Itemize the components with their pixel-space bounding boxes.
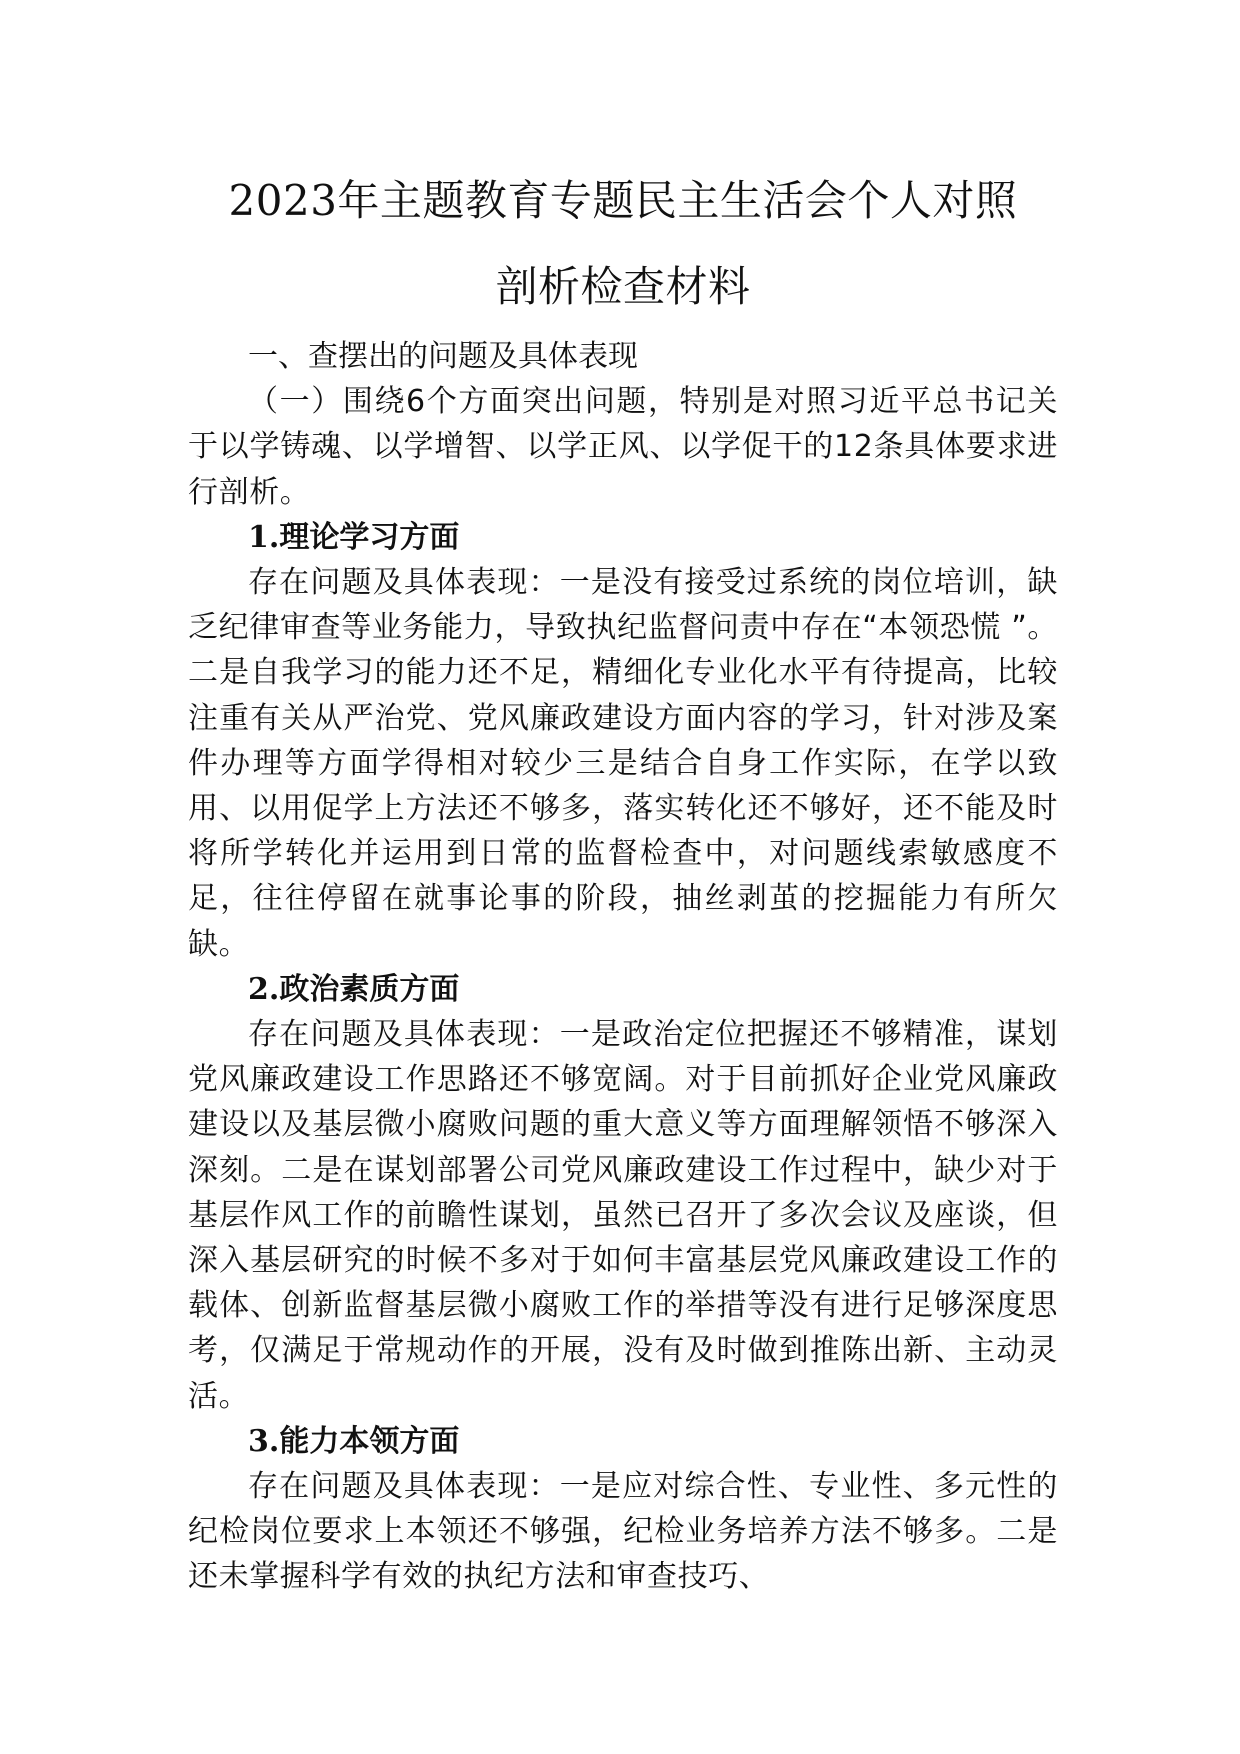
item-heading-label: 理论学习方面 [279, 519, 460, 555]
document-page [188, 158, 1058, 1600]
item-number: 3. [248, 1423, 280, 1459]
item-heading-1 [188, 515, 1058, 560]
item-heading-label: 能力本领方面 [279, 1423, 460, 1459]
document-title-line-2: 剖析检查材料 [495, 262, 751, 311]
subsection-paragraph: （一）围绕6个方面突出问题，特别是对照习近平总书记关于以学铸魂、以学增智、以学正风、以学促干的12条具体要求进行剖析。 [188, 384, 1058, 510]
section-heading: 一、查摆出的问题及具体表现 [248, 339, 638, 374]
item-heading-2 [188, 967, 1058, 1012]
document-title-line-1: 2023年主题教育专题民主生活会个人对照 [228, 176, 1018, 225]
item-paragraph-1: 存在问题及具体表现：一是没有接受过系统的岗位培训，缺乏纪律审查等业务能力，导致执纪监督问责中存在“本领恐慌 ”。二是自我学习的能力还不足，精细化专业化水平有待提高，比较注重有关从严治党、党风廉政建设方面内容的学习，针对涉及案件办理等方面学得相对较少三是结合自身工作实际，在学以致用、以用促学上方法还不够多，落实转化还不够好，还不能及时将所学转化并运用到日常的监督检查中，对问题线索敏感度不足，往往停留在就事论事的阶段，抽丝剥茧的挖掘能力有所欠缺。 [188, 565, 1058, 962]
item-paragraph-2: 存在问题及具体表现：一是政治定位把握还不够精准，谋划党风廉政建设工作思路还不够宽阔。对于目前抓好企业党风廉政建设以及基层微小腐败问题的重大意义等方面理解领悟不够深入深刻。二是在谋划部署公司党风廉政建设工作过程中，缺少对于基层作风工作的前瞻性谋划，虽然已召开了多次会议及座谈，但深入基层研究的时候不多对于如何丰富基层党风廉政建设工作的载体、创新监督基层微小腐败工作的举措等没有进行足够深度思考，仅满足于常规动作的开展，没有及时做到推陈出新、主动灵活。 [188, 1017, 1058, 1414]
item-paragraph-3: 存在问题及具体表现：一是应对综合性、专业性、多元性的纪检岗位要求上本领还不够强，纪检业务培养方法不够多。二是还未掌握科学有效的执纪方法和审查技巧、 [188, 1469, 1058, 1595]
item-number: 2. [248, 971, 280, 1007]
item-heading-label: 政治素质方面 [279, 971, 460, 1007]
item-heading-3 [188, 1419, 1058, 1464]
item-number: 1. [248, 519, 280, 555]
